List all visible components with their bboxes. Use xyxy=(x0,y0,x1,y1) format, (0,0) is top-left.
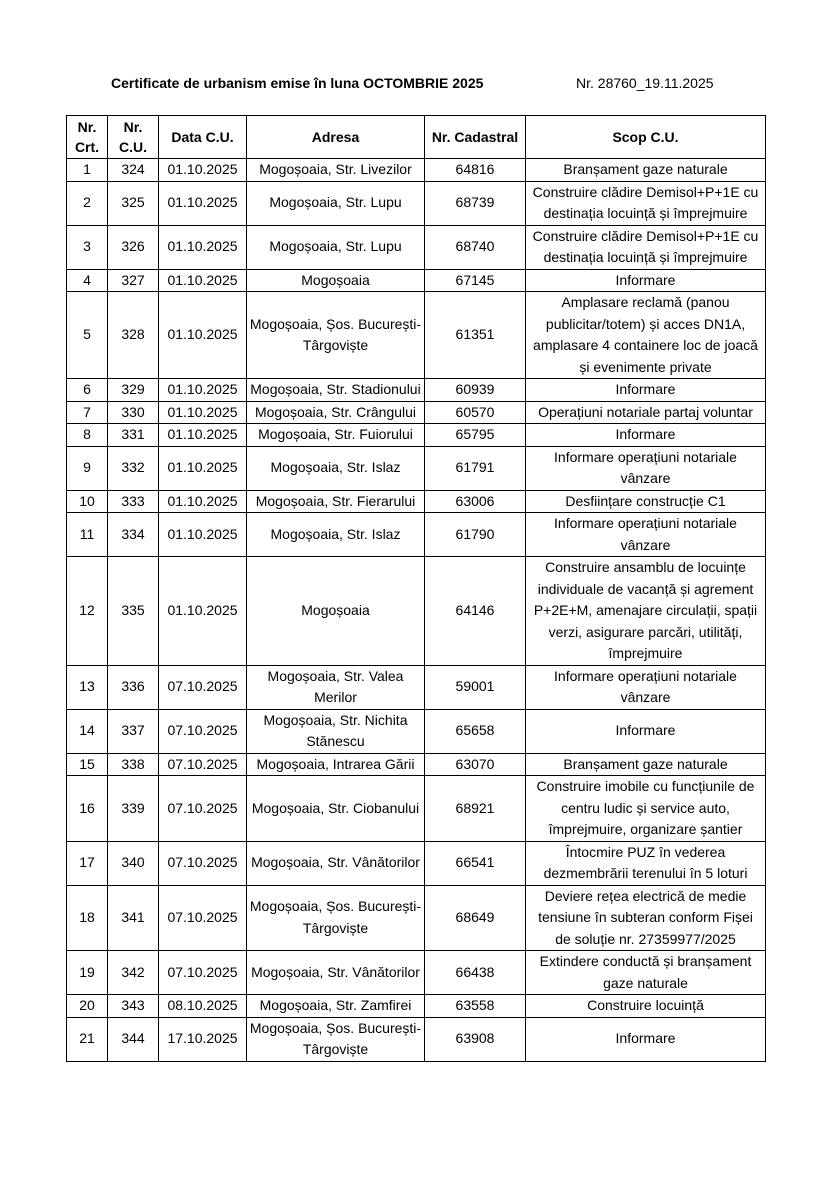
cell-data-cu: 01.10.2025 xyxy=(159,269,247,292)
document-number: Nr. 28760_19.11.2025 xyxy=(576,75,714,91)
cell-data-cu: 01.10.2025 xyxy=(159,513,247,557)
cell-nr-cu: 332 xyxy=(108,446,159,490)
cell-data-cu: 01.10.2025 xyxy=(159,490,247,513)
cell-nr-cadastral: 68740 xyxy=(425,225,526,269)
cell-scop-cu: Informare xyxy=(526,1017,766,1061)
cell-data-cu: 07.10.2025 xyxy=(159,885,247,951)
cell-scop-cu: Informare xyxy=(526,379,766,402)
table-row xyxy=(67,665,766,709)
cell-data-cu: 07.10.2025 xyxy=(159,665,247,709)
cell-data-cu: 07.10.2025 xyxy=(159,951,247,995)
cell-nr-cu: 342 xyxy=(108,951,159,995)
cell-data-cu: 08.10.2025 xyxy=(159,995,247,1018)
cell-nr-crt: 5 xyxy=(67,292,108,379)
table-row xyxy=(67,776,766,842)
cell-scop-cu: Construire clădire Demisol+P+1E cu destinația locuință și împrejmuire xyxy=(526,181,766,225)
table-row xyxy=(67,841,766,885)
cell-nr-cadastral: 67145 xyxy=(425,269,526,292)
cell-adresa: Mogoșoaia, Str. Fuiorului xyxy=(247,424,425,447)
cell-nr-cadastral: 64146 xyxy=(425,557,526,666)
table-row xyxy=(67,181,766,225)
cell-scop-cu: Informare xyxy=(526,709,766,753)
table-row xyxy=(67,951,766,995)
cell-scop-cu: Construire clădire Demisol+P+1E cu destinația locuință și împrejmuire xyxy=(526,225,766,269)
cell-nr-cu: 337 xyxy=(108,709,159,753)
cell-nr-cu: 340 xyxy=(108,841,159,885)
cell-adresa: Mogoșoaia, Str. Livezilor xyxy=(247,159,425,182)
cell-adresa: Mogoșoaia, Str. Lupu xyxy=(247,225,425,269)
cell-nr-cadastral: 61790 xyxy=(425,513,526,557)
cell-nr-cu: 335 xyxy=(108,557,159,666)
column-header-nr-cu: Nr. C.U. xyxy=(108,116,159,159)
cell-nr-crt: 4 xyxy=(67,269,108,292)
cell-nr-cadastral: 64816 xyxy=(425,159,526,182)
cell-nr-cu: 324 xyxy=(108,159,159,182)
cell-data-cu: 01.10.2025 xyxy=(159,424,247,447)
cell-nr-cadastral: 63908 xyxy=(425,1017,526,1061)
cell-nr-crt: 7 xyxy=(67,401,108,424)
table-row xyxy=(67,513,766,557)
cell-data-cu: 07.10.2025 xyxy=(159,709,247,753)
column-header-nr-crt: Nr. Crt. xyxy=(67,116,108,159)
cell-nr-cu: 334 xyxy=(108,513,159,557)
cell-nr-cadastral: 61351 xyxy=(425,292,526,379)
cell-nr-crt: 14 xyxy=(67,709,108,753)
cell-scop-cu: Informare operațiuni notariale vânzare xyxy=(526,665,766,709)
cell-adresa: Mogoșoaia, Str. Valea Merilor xyxy=(247,665,425,709)
cell-nr-crt: 2 xyxy=(67,181,108,225)
table-row xyxy=(67,424,766,447)
cell-scop-cu: Desființare construcție C1 xyxy=(526,490,766,513)
cell-adresa: Mogoșoaia xyxy=(247,269,425,292)
cell-adresa: Mogoșoaia, Str. Stadionului xyxy=(247,379,425,402)
certificates-table xyxy=(66,115,766,1062)
cell-adresa: Mogoșoaia, Str. Lupu xyxy=(247,181,425,225)
table-row xyxy=(67,753,766,776)
cell-nr-cu: 330 xyxy=(108,401,159,424)
cell-nr-cu: 329 xyxy=(108,379,159,402)
cell-scop-cu: Amplasare reclamă (panou publicitar/totem) și acces DN1A, amplasare 4 containere loc de joacă și evenimente private xyxy=(526,292,766,379)
cell-nr-cu: 336 xyxy=(108,665,159,709)
cell-data-cu: 01.10.2025 xyxy=(159,292,247,379)
table-row xyxy=(67,557,766,666)
table-row xyxy=(67,269,766,292)
cell-scop-cu: Informare operațiuni notariale vânzare xyxy=(526,446,766,490)
cell-scop-cu: Construire locuință xyxy=(526,995,766,1018)
cell-data-cu: 01.10.2025 xyxy=(159,446,247,490)
table-row xyxy=(67,225,766,269)
cell-data-cu: 01.10.2025 xyxy=(159,401,247,424)
cell-nr-cu: 325 xyxy=(108,181,159,225)
column-header-nr-cadastral: Nr. Cadastral xyxy=(425,116,526,159)
cell-data-cu: 17.10.2025 xyxy=(159,1017,247,1061)
cell-scop-cu: Construire ansamblu de locuințe individuale de vacanță și agrement P+2E+M, amenajare circulații, spații verzi, asigurare parcări, utilități, împrejmuire xyxy=(526,557,766,666)
cell-nr-cu: 338 xyxy=(108,753,159,776)
table-row xyxy=(67,995,766,1018)
cell-nr-crt: 19 xyxy=(67,951,108,995)
cell-data-cu: 01.10.2025 xyxy=(159,225,247,269)
cell-scop-cu: Construire imobile cu funcțiunile de centru ludic și service auto, împrejmuire, organizare șantier xyxy=(526,776,766,842)
cell-nr-crt: 20 xyxy=(67,995,108,1018)
cell-nr-cadastral: 60570 xyxy=(425,401,526,424)
cell-nr-crt: 9 xyxy=(67,446,108,490)
cell-data-cu: 01.10.2025 xyxy=(159,181,247,225)
cell-nr-crt: 21 xyxy=(67,1017,108,1061)
cell-nr-cadastral: 66541 xyxy=(425,841,526,885)
cell-nr-crt: 11 xyxy=(67,513,108,557)
cell-nr-crt: 10 xyxy=(67,490,108,513)
cell-scop-cu: Informare operațiuni notariale vânzare xyxy=(526,513,766,557)
cell-data-cu: 01.10.2025 xyxy=(159,379,247,402)
cell-nr-crt: 6 xyxy=(67,379,108,402)
cell-nr-cadastral: 59001 xyxy=(425,665,526,709)
cell-scop-cu: Întocmire PUZ în vederea dezmembrării terenului în 5 loturi xyxy=(526,841,766,885)
cell-nr-cu: 326 xyxy=(108,225,159,269)
cell-nr-cu: 341 xyxy=(108,885,159,951)
table-row xyxy=(67,401,766,424)
table-row xyxy=(67,490,766,513)
table-header-row xyxy=(67,116,766,159)
cell-nr-cu: 339 xyxy=(108,776,159,842)
cell-scop-cu: Branșament gaze naturale xyxy=(526,159,766,182)
cell-nr-crt: 16 xyxy=(67,776,108,842)
column-header-data-cu: Data C.U. xyxy=(159,116,247,159)
column-header-scop-cu: Scop C.U. xyxy=(526,116,766,159)
cell-nr-cu: 327 xyxy=(108,269,159,292)
cell-nr-cu: 343 xyxy=(108,995,159,1018)
cell-adresa: Mogoșoaia, Intrarea Gării xyxy=(247,753,425,776)
table-row xyxy=(67,159,766,182)
cell-adresa: Mogoșoaia, Str. Vânătorilor xyxy=(247,951,425,995)
cell-adresa: Mogoșoaia, Șos. București-Târgoviște xyxy=(247,885,425,951)
cell-adresa: Mogoșoaia, Str. Islaz xyxy=(247,446,425,490)
cell-data-cu: 07.10.2025 xyxy=(159,776,247,842)
cell-adresa: Mogoșoaia, Str. Fierarului xyxy=(247,490,425,513)
cell-nr-cadastral: 66438 xyxy=(425,951,526,995)
cell-nr-crt: 8 xyxy=(67,424,108,447)
cell-nr-cadastral: 60939 xyxy=(425,379,526,402)
cell-nr-cu: 333 xyxy=(108,490,159,513)
document-title: Certificate de urbanism emise în luna OCTOMBRIE 2025 xyxy=(111,75,484,91)
cell-adresa: Mogoșoaia, Str. Ciobanului xyxy=(247,776,425,842)
table-row xyxy=(67,446,766,490)
cell-nr-cadastral: 61791 xyxy=(425,446,526,490)
cell-nr-cadastral: 68739 xyxy=(425,181,526,225)
column-header-adresa: Adresa xyxy=(247,116,425,159)
cell-data-cu: 07.10.2025 xyxy=(159,753,247,776)
cell-scop-cu: Branșament gaze naturale xyxy=(526,753,766,776)
cell-nr-cadastral: 68921 xyxy=(425,776,526,842)
cell-nr-cadastral: 65795 xyxy=(425,424,526,447)
cell-adresa: Mogoșoaia, Str. Zamfirei xyxy=(247,995,425,1018)
cell-scop-cu: Informare xyxy=(526,269,766,292)
cell-nr-cu: 328 xyxy=(108,292,159,379)
cell-nr-crt: 3 xyxy=(67,225,108,269)
cell-nr-crt: 18 xyxy=(67,885,108,951)
cell-scop-cu: Operațiuni notariale partaj voluntar xyxy=(526,401,766,424)
table-row xyxy=(67,885,766,951)
table-row xyxy=(67,709,766,753)
cell-data-cu: 01.10.2025 xyxy=(159,159,247,182)
cell-nr-crt: 15 xyxy=(67,753,108,776)
cell-nr-crt: 12 xyxy=(67,557,108,666)
cell-nr-cadastral: 65658 xyxy=(425,709,526,753)
cell-data-cu: 07.10.2025 xyxy=(159,841,247,885)
cell-nr-cadastral: 63006 xyxy=(425,490,526,513)
cell-adresa: Mogoșoaia, Șos. București-Târgoviște xyxy=(247,292,425,379)
table-row xyxy=(67,1017,766,1061)
cell-nr-crt: 13 xyxy=(67,665,108,709)
cell-scop-cu: Deviere rețea electrică de medie tensiune în subteran conform Fișei de soluție nr. 27359977/2025 xyxy=(526,885,766,951)
cell-adresa: Mogoșoaia, Str. Islaz xyxy=(247,513,425,557)
cell-adresa: Mogoșoaia, Șos. București-Târgoviște xyxy=(247,1017,425,1061)
cell-nr-crt: 1 xyxy=(67,159,108,182)
cell-adresa: Mogoșoaia, Str. Vânătorilor xyxy=(247,841,425,885)
table-row xyxy=(67,379,766,402)
cell-adresa: Mogoșoaia, Str. Nichita Stănescu xyxy=(247,709,425,753)
cell-nr-cadastral: 68649 xyxy=(425,885,526,951)
cell-nr-cadastral: 63070 xyxy=(425,753,526,776)
cell-adresa: Mogoșoaia xyxy=(247,557,425,666)
table-row xyxy=(67,292,766,379)
cell-data-cu: 01.10.2025 xyxy=(159,557,247,666)
cell-scop-cu: Extindere conductă și branșament gaze naturale xyxy=(526,951,766,995)
cell-nr-cadastral: 63558 xyxy=(425,995,526,1018)
cell-adresa: Mogoșoaia, Str. Crângului xyxy=(247,401,425,424)
cell-nr-cu: 344 xyxy=(108,1017,159,1061)
cell-scop-cu: Informare xyxy=(526,424,766,447)
cell-nr-cu: 331 xyxy=(108,424,159,447)
cell-nr-crt: 17 xyxy=(67,841,108,885)
